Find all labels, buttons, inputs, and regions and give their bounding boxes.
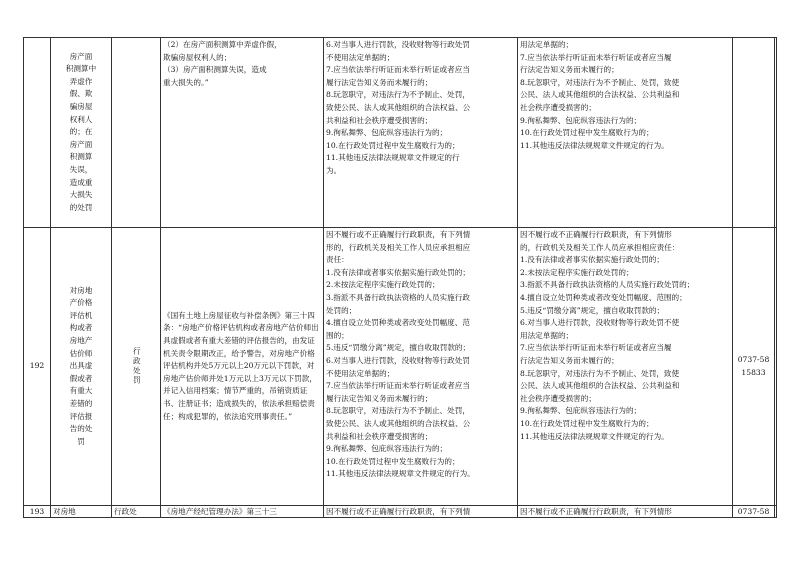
item-name-line: 假、欺 <box>69 89 93 99</box>
item-name-line: 对房地 <box>69 285 93 295</box>
responsibility-line: 11.其他违反法律法规规章文件规定的行 <box>326 153 460 163</box>
phone-cell <box>733 228 775 506</box>
responsibility-cell <box>324 38 518 228</box>
responsibility-line: 4.擅自设立处罚种类或者改变处罚幅度、范 <box>326 318 470 328</box>
responsibility-line: 形的，行政机关及相关工作人员应承担相应 <box>326 242 471 252</box>
responsibility-line: 责任： <box>326 255 349 265</box>
responsibility-line: 行法定告知义务而未履行的； <box>520 65 619 75</box>
responsibility-line: 3.指派不具备行政执法资格的人员实施行政 <box>326 292 470 302</box>
legal-basis-line: 欺骗房屋权利人的； <box>163 52 232 62</box>
item-name-line: 告的处 <box>69 424 93 434</box>
responsibility-line: 11.其他违反法律法规规章文件规定的行为。 <box>520 140 669 150</box>
responsibility-line: 为。 <box>326 165 342 175</box>
responsibility-line: 处罚的； <box>326 305 357 315</box>
item-name-line: 骗房屋 <box>69 102 93 112</box>
item-name-line: 假或者 <box>69 373 93 383</box>
phone-cell <box>733 38 775 228</box>
responsibility-line: 7.应当依法举行听证而未举行听证或者应当 <box>326 381 470 391</box>
responsibility-line: 10.在行政处罚过程中发生腐败行为的； <box>326 140 460 150</box>
table-row <box>24 38 777 228</box>
phone-line: 0737-58 <box>737 354 770 364</box>
item-name-line: 罚 <box>77 436 85 446</box>
item-name-line: 积测算中 <box>65 64 97 74</box>
responsibility-line: 因不履行或不正确履行行政职责，有下列情 <box>326 230 471 239</box>
responsibility-line: 共利益和社会秩序遭受损害的； <box>326 115 433 125</box>
responsibility-line: 2.未按法定程序实施行政处罚的； <box>326 280 440 290</box>
responsibility-cell-2 <box>518 38 733 228</box>
responsibility-line: 3.指派不具备行政执法资格的人员实施行政处罚的； <box>520 280 695 290</box>
responsibility-line: 不使用法定单据的； <box>326 368 395 378</box>
item-name-line: 房产面 <box>69 51 93 61</box>
responsibility-line: 11.其他违反法律法规规章文件规定的行为。 <box>326 469 475 479</box>
responsibility-line: 9.徇私舞弊、包庇纵容违法行为的； <box>520 115 642 125</box>
legal-basis-cell <box>161 38 324 228</box>
item-name-line: 积测算 <box>69 152 93 162</box>
item-name-line: 权利人 <box>69 114 93 124</box>
legal-basis-cell: 《房地产经纪管理办法》第三十三 <box>161 506 324 518</box>
responsibility-line: 6.对当事人进行罚款，没收财物等行政处罚 <box>326 40 470 49</box>
item-name-line: 估价师 <box>69 348 93 358</box>
responsibility-line: 履行法定告知义务而未履行的； <box>326 393 433 403</box>
responsibility-line: 1.没有法律或者事实依据实施行政处罚的； <box>520 255 664 265</box>
type-cell: 行政处 <box>112 506 161 518</box>
item-name-line: 差错的 <box>69 398 93 408</box>
phone-cell: 0737-58 <box>733 506 775 518</box>
responsibility-line: 5.违反“罚缴分离”规定，擅自收取罚款的； <box>326 343 471 353</box>
table-row <box>24 506 777 518</box>
row-number: 192 <box>24 228 51 506</box>
item-name-line: 造成重 <box>69 177 93 187</box>
responsibility-line: 8.玩忽职守，对违法行为不予制止、处罚，致使 <box>520 368 680 378</box>
item-name-line: 评估报 <box>69 411 93 421</box>
responsibility-cell-2 <box>518 228 733 506</box>
table-row <box>24 228 777 506</box>
responsibility-line: 用法定单据的； <box>520 330 574 340</box>
responsibility-line: 的，行政机关及相关工作人员应承担相应责任： <box>520 242 680 252</box>
responsibility-line: 6.对当事人进行罚款，没收财物等行政处罚 <box>326 355 470 365</box>
blank-cell <box>775 506 777 518</box>
responsibility-line: 7.应当依法举行听证而未举行听证或者应当 <box>326 65 470 75</box>
responsibility-cell-2: 因不履行或不正确履行行政职责，有下列情形 <box>518 506 733 518</box>
responsibility-line: 8.玩忽职守，对违法行为不予制止、处罚，致使 <box>520 77 680 87</box>
responsibility-line: 5.违反“罚缴分离”规定，擅自收取罚款的； <box>520 305 665 315</box>
responsibility-line: 9.徇私舞弊、包庇纵容违法行为的； <box>520 406 642 416</box>
type-cell <box>112 38 161 228</box>
item-name-cell: 对房地 <box>51 506 112 518</box>
responsibility-line: 围的； <box>326 330 349 340</box>
responsibility-line: 8.玩忽职守，对违法行为不予制止、处罚， <box>326 406 470 416</box>
legal-basis-line: 重大损失的。” <box>163 77 209 87</box>
row-number: 193 <box>24 506 51 518</box>
responsibility-line: 8.玩忽职守，对违法行为不予制止、处罚， <box>326 90 470 100</box>
responsibility-line: 公民、法人或其他组织的合法权益、公共利益和 <box>520 381 680 391</box>
responsibility-line: 11.其他违反法律法规规章文件规定的行为。 <box>520 431 669 441</box>
item-name-line: 评估机 <box>69 310 93 320</box>
item-name-line: 失误， <box>69 164 93 174</box>
legal-basis-cell <box>161 228 324 506</box>
responsibility-line: 因不履行或不正确履行行政职责，有下列情形 <box>520 230 672 239</box>
responsibility-line: 9.徇私舞弊、包庇纵容违法行为的； <box>326 128 448 138</box>
item-name-cell <box>51 228 112 506</box>
responsibility-line: 社会秩序遭受损害的； <box>520 393 596 403</box>
item-name-line: 产价格 <box>69 298 93 308</box>
phone-line: 15833 <box>741 367 766 377</box>
item-name-line: 出具虚 <box>69 361 93 371</box>
responsibility-line: 7.应当依法举行听证而未举行听证或者应当履 <box>520 52 672 62</box>
item-name-line: 大损失 <box>69 190 93 200</box>
blank-cell <box>775 228 777 506</box>
responsibility-line: 用法定单据的； <box>520 40 574 49</box>
item-name-line: 房地产 <box>69 336 93 346</box>
responsibility-line: 共利益和社会秩序遭受损害的； <box>326 431 433 441</box>
item-name-line: 房产面 <box>69 139 93 149</box>
legal-basis-line: （2）在房产面积测算中弄虚作假， <box>163 40 282 49</box>
responsibility-line: 6.对当事人进行罚款，没收财物等行政处罚不使 <box>520 318 680 328</box>
responsibility-cell: 因不履行或不正确履行行政职责，有下列情 <box>324 506 518 518</box>
responsibility-line: 不使用法定单据的； <box>326 52 395 62</box>
item-name-line: 构或者 <box>69 323 93 333</box>
responsibility-line: 行法定告知义务而未履行的； <box>520 355 619 365</box>
responsibility-line: 致使公民、法人或其他组织的合法权益、公 <box>326 418 471 428</box>
item-name-line: 的；在 <box>69 127 93 137</box>
item-name-line: 的处罚 <box>69 202 93 212</box>
responsibility-table <box>23 37 777 518</box>
blank-cell <box>775 38 777 228</box>
legal-basis-text: 《国有土地上房屋征收与补偿条例》第三十四条：“房地产价格评估机构或者房地产估价师出具虚假或者有重大差错的评估报告的，由发证机关责令限期改正，给予警告，对房地产价格评估机构并处5万元以上20万元以下罚款，对房地产估价师并处1万元以上3万元以下罚款，并记入信用档案；情节严重的，吊销资质证书、注册证书；造成损失的，依法承担赔偿责任；构成犯罪的，依法追究刑事责任。” <box>163 310 319 421</box>
responsibility-line: 10.在行政处罚过程中发生腐败行为的； <box>326 456 460 466</box>
responsibility-line: 10.在行政处罚过程中发生腐败行为的； <box>520 128 654 138</box>
responsibility-line: 9.徇私舞弊、包庇纵容违法行为的； <box>326 444 448 454</box>
responsibility-line: 1.没有法律或者事实依据实施行政处罚的； <box>326 267 470 277</box>
responsibility-cell <box>324 228 518 506</box>
responsibility-line: 公民、法人或其他组织的合法权益、公共利益和 <box>520 90 680 100</box>
responsibility-line: 社会秩序遭受损害的； <box>520 102 596 112</box>
responsibility-line: 致使公民、法人或其他组织的合法权益、公 <box>326 102 471 112</box>
type-text: 行政处罚 <box>132 347 142 386</box>
item-name-cell <box>51 38 112 228</box>
responsibility-line: 2.未按法定程序实施行政处罚的； <box>520 267 634 277</box>
item-name-line: 有重大 <box>69 386 93 396</box>
responsibility-line: 7.应当依法举行听证而未举行听证或者应当履 <box>520 343 672 353</box>
responsibility-line: 履行法定告知义务而未履行的； <box>326 77 433 87</box>
type-cell <box>112 228 161 506</box>
row-number <box>24 38 51 228</box>
item-name-line: 弄虚作 <box>69 76 93 86</box>
responsibility-line: 10.在行政处罚过程中发生腐败行为的； <box>520 418 654 428</box>
legal-basis-line: （3）房产面积测算失误，造成 <box>163 65 267 75</box>
responsibility-line: 4.擅自设立处罚种类或者改变处罚幅度、范围的； <box>520 292 687 302</box>
